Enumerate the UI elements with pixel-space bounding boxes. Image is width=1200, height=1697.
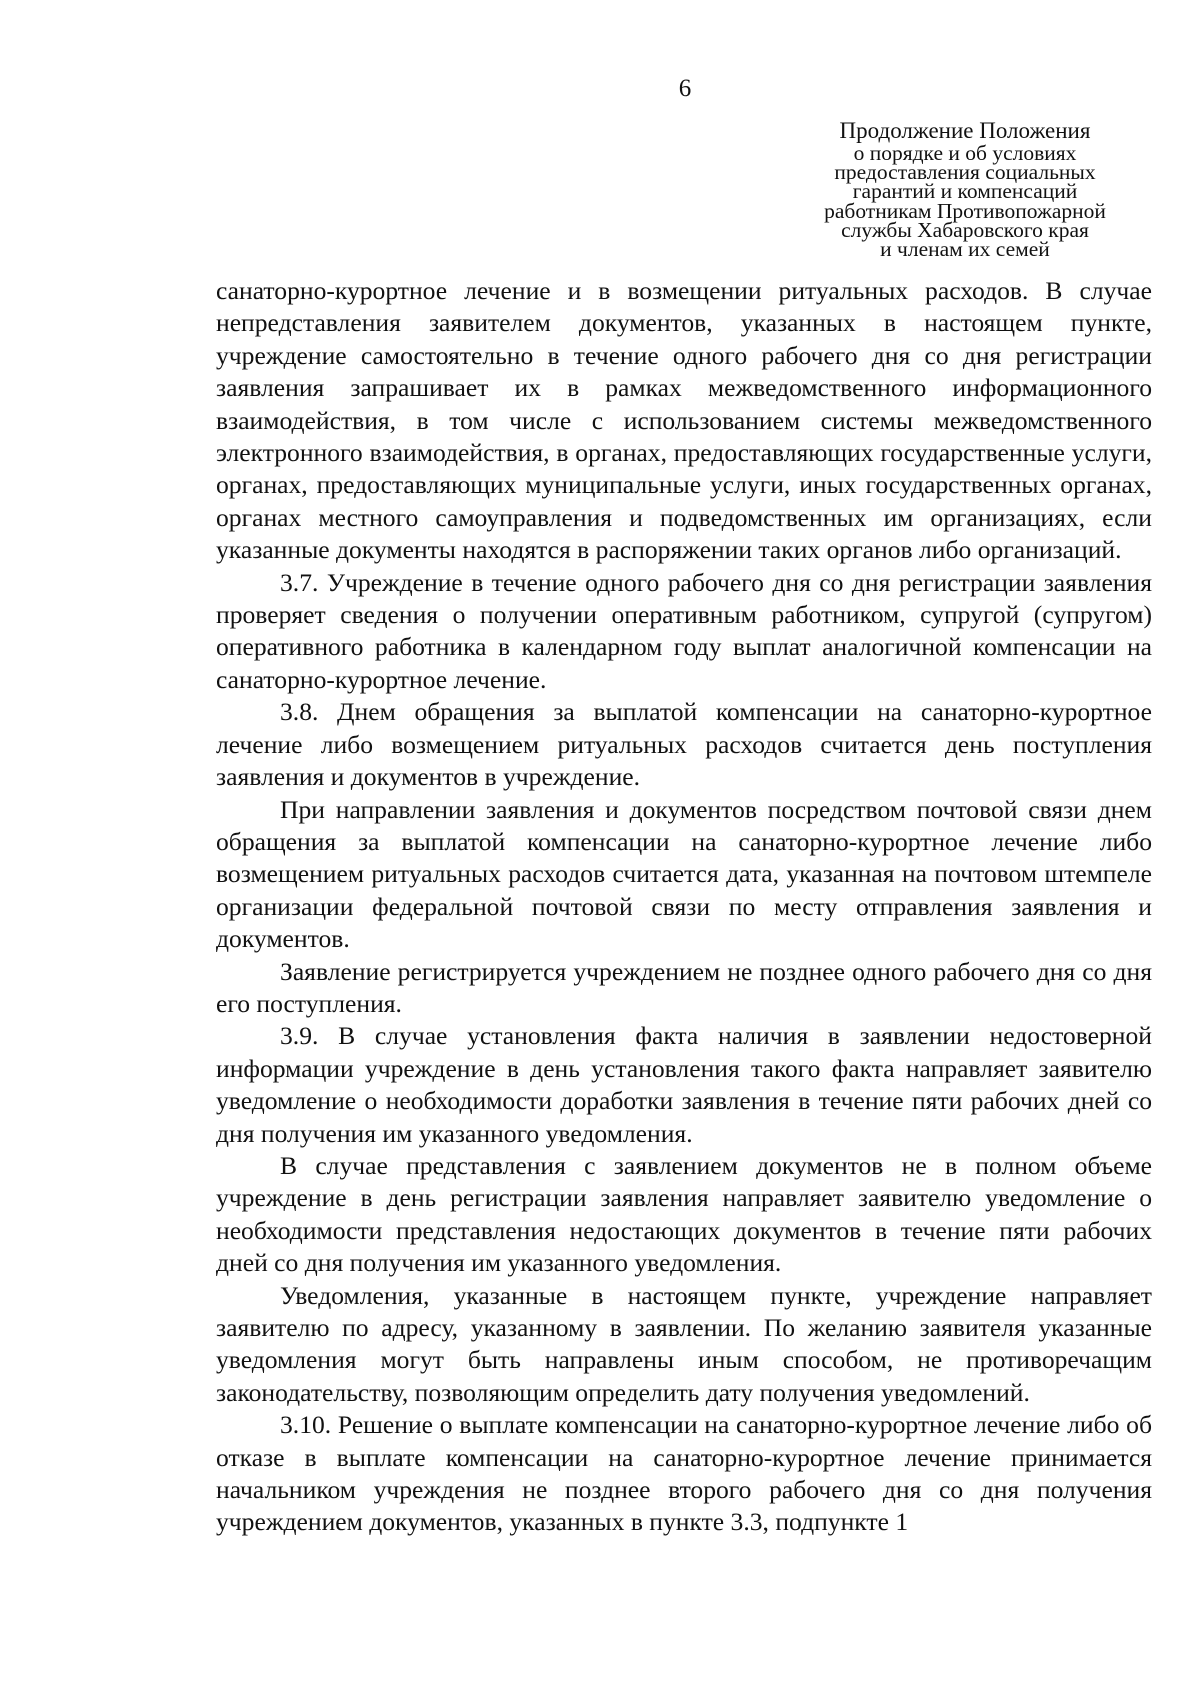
page-number: 6 — [678, 75, 692, 102]
paragraph-3-8: 3.8. Днем обращения за выплатой компенсации на санаторно-курортное лечение либо возмещением ритуальных расходов считается день поступления заявления и документов в учреждение. — [216, 697, 1152, 792]
header-line: Продолжение Положения — [839, 118, 1091, 143]
header-line: о порядке и об условиях — [853, 141, 1077, 165]
document-header — [800, 117, 1130, 262]
document-body — [216, 275, 1152, 1539]
paragraph-notifications: Уведомления, указанные в настоящем пункте, учреждение направляет заявителю по адресу, указанному в заявлении. По желанию заявителя указанные уведомления могут быть направлены иным способом, не противоречащим законодательству, позволяющим определить дату получения уведомлений. — [216, 1280, 1152, 1407]
paragraph-3-7: 3.7. Учреждение в течение одного рабочего дня со дня регистрации заявления проверяет сведения о получении оперативным работником, супругой (супругом) оперативного работника в календарном году выплат аналогичной компенсации на санаторно-курортное лечение. — [216, 567, 1152, 694]
paragraph-incomplete-documents: В случае представления с заявлением документов не в полном объеме учреждение в день регистрации заявления направляет заявителю уведомление о необходимости представления недостающих документов в течение пяти рабочих дней со дня получения им указанного уведомления. — [216, 1150, 1152, 1278]
paragraph-3-9: 3.9. В случае установления факта наличия в заявлении недостоверной информации учреждение в день установления такого факта направляет заявителю уведомление о необходимости доработки заявления в течение пяти рабочих дней со дня получения им указанного уведомления. — [216, 1021, 1152, 1148]
paragraph-3-10: 3.10. Решение о выплате компенсации на санаторно-курортное лечение либо об отказе в выплате компенсации на санаторно-курортное лечение принимается начальником учреждения не позднее второго рабочего дня со дня получения учреждением документов, указанных в пункте 3.3, подпункте 1 — [216, 1410, 1152, 1537]
paragraph-postal: При направлении заявления и документов посредством почтовой связи днем обращения за выплатой компенсации на санаторно-курортное лечение либо возмещением ритуальных расходов считается дата, указанная на почтовом штемпеле организации федеральной почтовой связи по месту отправления заявления и документов. — [216, 794, 1152, 954]
header-line: предоставления социальных — [834, 160, 1096, 185]
header-line: гарантий и компенсаций — [852, 179, 1078, 204]
header-line: и членам их семей — [880, 237, 1050, 262]
paragraph-continuation: санаторно-курортное лечение и в возмещении ритуальных расходов. В случае непредставления заявителем документов, указанных в настоящем пункте, учреждение самостоятельно в течение одного рабочего дня со дня регистрации заявления запрашивает их в рамках межведомственного информационного взаимодействия, в том числе с использованием системы межведомственного электронного взаимодействия, в органах, предоставляющих государственные услуги, органах, предоставляющих муниципальные услуги, иных государственных органах, органах местного самоуправления и подведомственных им организациях, если указанные документы находятся в распоряжении таких органов либо организаций. — [216, 276, 1152, 565]
paragraph-registration: Заявление регистрируется учреждением не позднее одного рабочего дня со дня его поступления. — [216, 956, 1152, 1018]
header-line: службы Хабаровского края — [841, 217, 1089, 242]
header-line: работникам Противопожарной — [824, 198, 1106, 223]
